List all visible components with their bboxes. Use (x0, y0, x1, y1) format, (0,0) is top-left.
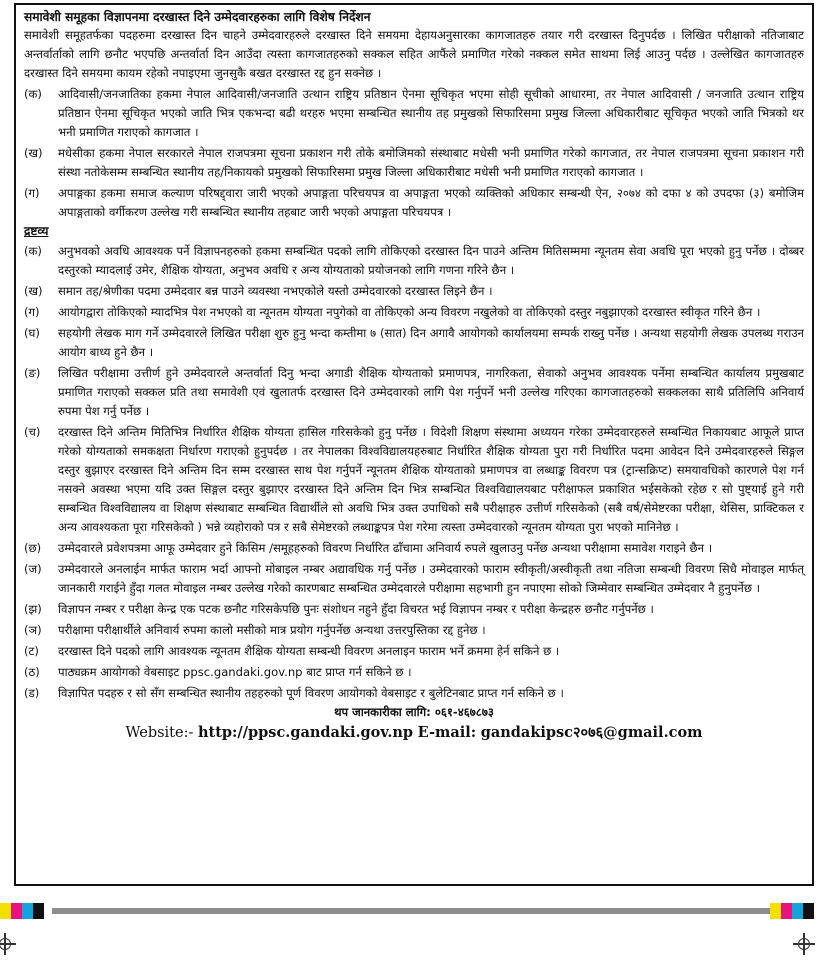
note-item-text: समान तह/श्रेणीका पदमा उम्मेदवार बन्न पाउने व्यवस्था नभएकोले यस्तो उम्मेदवारको दरखास्त लिइने छैन । (58, 284, 493, 298)
print-color-bar (0, 903, 830, 919)
note-item (24, 560, 804, 598)
note-item (24, 324, 804, 362)
notes-heading: द्रष्टव्य (24, 224, 49, 238)
note-item-text: लिखित परीक्षामा उत्तीर्ण हुने उम्मेदवारले अन्तर्वार्ता दिनु भन्दा अगाडी शैक्षिक योग्यताको प्रमाणपत्र, नागरिकता, सेवाको अनुभव आवश्यक पर्नेमा सम्बन्धित कार्यालय प्रमुखबाट प्रमाणित गराएको सक्कल प्रति तथा समावेशी एवं खुलातर्फ दरखास्त दिने उम्मेदवारको लागि पेश गर्नुपर्ने भनी उल्लेख गरिएका कागजातहरुको सक्कलका साथै प्रतिलिपि अनिवार्य रुपमा पेश गर्नु पर्नेछ । (58, 366, 804, 418)
website-label: Website:- (125, 725, 194, 741)
note-item (24, 621, 804, 640)
note-item (24, 663, 804, 682)
note-item-label: (ख) (24, 284, 43, 298)
email-address[interactable]: gandakipsc२०७६@gmail.com (480, 724, 703, 741)
black-swatch (33, 903, 44, 919)
note-item-label: (घ) (24, 326, 40, 340)
note-item-label: (ज) (24, 562, 42, 576)
special-item (24, 184, 804, 222)
grey-rule (52, 908, 772, 914)
website-url[interactable]: http://ppsc.gandaki.gov.np (197, 724, 414, 741)
note-item (24, 539, 804, 558)
registration-mark-icon (793, 933, 815, 955)
contact-line: थप जानकारीका लागि: ०६१-४६७८७३ (334, 705, 494, 719)
note-item-text: आयोगद्वारा तोकिएको म्यादभित्र पेश नभएको वा न्यूनतम योग्यता नपुगेको वा तोकिएको अन्य विवरण नखुलेको वा तोकिएको दस्तुर नबुझाएको दरखास्त स्वीकृत गरिने छैन । (58, 305, 761, 319)
note-item (24, 642, 804, 661)
special-instructions-list (24, 85, 804, 222)
cyan-swatch (792, 903, 803, 919)
note-item-text: उम्मेदवारले प्रवेशपत्रमा आफू उम्मेदवार हुने किसिम /समूहहरुको विवरण निर्धारित ढाँचामा अनिवार्य रुपले खुलाउनु पर्नेछ अन्यथा परीक्षामा समावेश गराइने छैन । (58, 541, 713, 555)
magenta-swatch (11, 903, 22, 919)
special-item (24, 85, 804, 142)
note-item (24, 423, 804, 537)
special-item (24, 144, 804, 182)
note-item (24, 684, 804, 703)
note-item-text: परीक्षामा परीक्षार्थीले अनिवार्य रुपमा कालो मसीको मात्र प्रयोग गर्नुपर्नेछ अन्यथा उत्तरपुस्तिका रद्द हुनेछ । (58, 623, 486, 637)
note-item-label: (छ) (24, 541, 42, 555)
note-item (24, 303, 804, 322)
note-item-text: विज्ञापन नम्बर र परीक्षा केन्द्र एक पटक छनौट गरिसकेपछि पुनः संशोधन नहुने हुँदा विचरत भई विज्ञापन नम्बर र परीक्षा केन्द्रहरु छनौट गर्नुपर्नेछ । (58, 602, 654, 616)
note-item-label: (झ) (24, 602, 42, 616)
note-item (24, 242, 804, 280)
note-item-text: अनुभवको अवधि आवश्यक पर्ने विज्ञापनहरुको हकमा सम्बन्धित पदको लागि तोकिएको दरखास्त दिन पाउने अन्तिम मितिसम्ममा न्यूनतम सेवा अवधि पूरा भएको हुनु पर्नेछ । दोब्बर दस्तुरको म्यादलाई उमेर, शैक्षिक योग्यता, अनुभव अवधि र अन्य योग्यताको प्रयोजनको लागि गणना गरिने छैन । (58, 244, 805, 277)
note-item-label: (ङ) (24, 366, 41, 380)
website-line (24, 721, 804, 745)
special-item-text: आदिवासी/जनजातिका हकमा नेपाल आदिवासी/जनजाति उत्थान राष्ट्रिय प्रतिष्ठान ऐनमा सूचिकृत भएमा सोही सूचीको आधारमा, तर नेपाल आदिवासी / जनजाति उत्थान राष्ट्रिय प्रतिष्ठान ऐनमा सूचिकृत भएको जाति भित्र एकभन्दा बढी थरहरु भएमा सम्बन्धित स्थानीय तह प्रमुखको सिफारिसमा प्रमुख जिल्ला अधिकारीबाट सूचिकृत भएको जाति भित्रको थर भनी प्रमाणित गराएको कागजात । (58, 87, 804, 139)
yellow-swatch (0, 903, 11, 919)
special-item-label: (क) (24, 87, 42, 101)
note-item-label: (ञ) (24, 623, 42, 637)
email-label: E-mail: (417, 724, 477, 741)
note-item-label: (क) (24, 244, 42, 258)
note-item-text: दरखास्त दिने पदको लागि आवश्यक न्यूनतम शैक्षिक योग्यता सम्बन्धी विवरण अनलाइन फाराम भर्ने क्रममा हेर्न सकिने छ । (58, 644, 560, 658)
note-item (24, 364, 804, 421)
notice-document (14, 3, 814, 886)
note-item-text: सहयोगी लेखक माग गर्ने उम्मेदवारले लिखित परीक्षा शुरु हुनु भन्दा कम्तीमा ७ (सात) दिन अगावै आयोगको कार्यालयमा सम्पर्क राख्नु पर्नेछ । अन्यथा सहयोगी लेखक उपलब्ध गराउन आयोग बाध्य हुने छैन । (58, 326, 804, 359)
yellow-swatch (770, 903, 781, 919)
note-item-text: विज्ञापित पदहरु र सो सँग सम्बन्धित स्थानीय तहहरुको पूर्ण विवरण आयोगको वेबसाइट र बुलेटिनबाट प्राप्त गर्न सकिने छ । (58, 686, 564, 700)
special-item-label: (ग) (24, 186, 40, 200)
note-item-text: पाठ्यक्रम आयोगको वेबसाइट ppsc.gandaki.gov.np बाट प्राप्त गर्न सकिने छ । (58, 665, 412, 679)
note-item-label: (च) (24, 425, 41, 439)
note-item-label: (ड) (24, 686, 40, 700)
cyan-swatch (22, 903, 33, 919)
special-item-text: मधेसीका हकमा नेपाल सरकारले नेपाल राजपत्रमा सूचना प्रकाशन गरी तोके बमोजिमको संस्थाबाट मधेसी भनी प्रमाणित गरेको कागजात, तर नेपाल राजपत्रमा सूचना प्रकाशन गरी संस्था नतोकेसम्म सम्बन्धित स्थानीय तह/निकायको प्रमुखको सिफारिसमा प्रमुख जिल्ला अधिकारीबाट मधेसी भनी प्रमाणित गराएको कागजात । (58, 146, 804, 179)
notice-heading: समावेशी समूहका विज्ञापनमा दरखास्त दिने उम्मेदवारहरुका लागि विशेष निर्देशन (24, 10, 371, 24)
notice-intro: समावेशी समूहतर्फका पदहरुमा दरखास्त दिन चाहने उम्मेदवारहरुले दरखास्त दिने समयमा देहायअनुसारका कागजातहरु तयार गरी दरखास्त दिनुपर्दछ । लिखित परीक्षाको नतिजाबाट अन्तर्वार्ताको लागि छनौट भएपछि अन्तर्वार्ता दिन आउँदा त्यस्ता कागजातहरुको सक्कल सहित आफैंले प्रमाणित गरेको नक्कल समेत साथमा लिई आउनु पर्दछ । उल्लेखित कागजातहरु दरखास्त दिने समयमा कायम रहेको नपाइएमा जुनसुकै बखत दरखास्त रद्द हुन सक्नेछ । (24, 28, 804, 80)
black-swatch (803, 903, 814, 919)
note-item-text: दरखास्त दिने अन्तिम मितिभित्र निर्धारित शैक्षिक योग्यता हासिल गरिसकेको हुनु पर्नेछ । विदेशी शिक्षण संस्थामा अध्ययन गरेका उम्मेदवारहरुले सम्बन्धित निकायबाट आफूले प्राप्त गरेको योग्यताको समकक्षता निर्धारण गराएको हुनुपर्दछ । तर नेपालका विश्वविद्यालयहरुबाट निर्धारित शैक्षिक योग्यता पुरा गरी निर्धारित पदमा आवेदन दिने उम्मेदवारहरुले सिङ्गल दस्तुर बुझाएर दरखास्त दिने अन्तिम दिन सम्म दरखास्त साथ पेश गर्नुपर्ने न्यूनतम शैक्षिक योग्यताको प्रमाणपत्र वा लब्धाङ्क विवरण पत्र (ट्रान्सक्रिप्ट) समयावधिको कारणले पेश गर्न नसक्ने अवस्था भएमा यदि उक्त सिङ्गल दस्तुर बुझाएर दरखास्त दिने अन्तिम दिन भित्र सम्बन्धित विश्वविद्यालयबाट परीक्षाफल प्रकाशित भईसकेको रहेछ र सो पुष्ट्याई हुने गरी सम्बन्धित विश्वविद्यालय वा शिक्षण संस्थाबाट सम्बन्धित विद्यार्थीले सो अवधि भित्र उक्त उपाधिको सबै परीक्षाहरु उत्तीर्ण गरिसकेको (सबै वर्ष/सेमेष्टरका परीक्षा, थेसिस, प्राक्टिकल र अन्य आवश्यकता पूरा गरिसकेको ) भन्ने व्यहोराको पत्र र सबै सेमेष्टरको लब्धाङ्कपत्र पेश गरेमा त्यस्ता उम्मेदवारको न्यूनतम योग्यता पुरा भएको मानिनेछ । (58, 425, 804, 534)
note-item-text: उम्मेदवारले अनलाईन मार्फत फाराम भर्दा आफ्नो मोबाइल नम्बर अद्यावधिक गर्नु पर्नेछ । उम्मेदवारको फाराम स्वीकृती/अस्वीकृती तथा नतिजा सम्बन्धी विवरण सिधै मोवाइल मार्फत् जानकारी गराईने हुँदा गलत मोवाइल नम्बर उल्लेख गरेको कारणबाट सम्बन्धित उम्मेदवारले परीक्षामा सहभागी हुन नपाएमा सोको जिम्मेवार सम्बन्धित उम्मेदवार नै हुनुपर्नेछ । (58, 562, 804, 595)
note-item-label: (ट) (24, 644, 39, 658)
note-item-label: (ठ) (24, 665, 40, 679)
magenta-swatch (781, 903, 792, 919)
special-item-label: (ख) (24, 146, 43, 160)
note-item (24, 600, 804, 619)
registration-mark-icon (0, 933, 16, 955)
note-item-label: (ग) (24, 305, 40, 319)
note-item (24, 282, 804, 301)
notes-list (24, 242, 804, 703)
special-item-text: अपाङ्गका हकमा समाज कल्याण परिषद्द्वारा जारी भएको अपाङ्गता परिचयपत्र वा अपाङ्गता भएको व्यक्तिको अधिकार सम्बन्धी ऐन, २०७४ को दफा ४ को उपदफा (३) बमोजिम अपाङ्गताको वर्गीकरण उल्लेख गरी सम्बन्धित स्थानीय तहबाट जारी भएको अपाङ्गता परिचयपत्र । (58, 186, 804, 219)
